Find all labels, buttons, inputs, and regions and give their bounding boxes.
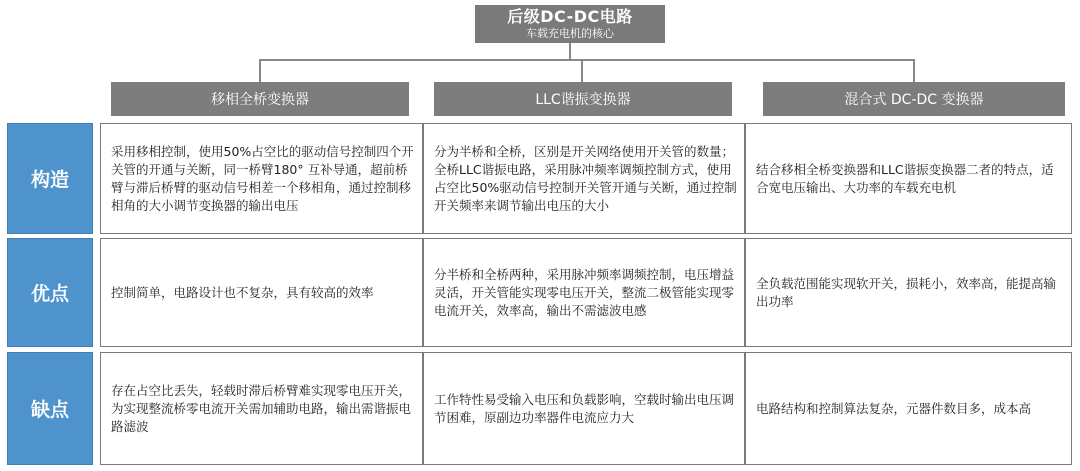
cell-text: 结合移相全桥变换器和LLC谐振变换器二者的特点，适合宽电压输出、大功率的车载充电机 bbox=[756, 161, 1054, 195]
column-header-llc-resonant: LLC谐振变换器 bbox=[434, 82, 732, 116]
cell-advantages-phase-shift bbox=[100, 238, 423, 347]
cell-structure-hybrid bbox=[745, 123, 1072, 234]
cell-text: 采用移相控制，使用50%占空比的驱动信号控制四个开关管的开通与关断，同一桥臂180° 互补导通，超前桥臂与滞后桥臂的驱动信号相差一个移相角，通过控制移相角的大小调节变换器的输出电压 bbox=[111, 143, 414, 213]
row-label-disadvantages: 缺点 bbox=[7, 352, 93, 465]
cell-text: 工作特性易受输入电压和负载影响，空载时输出电压调节困难，原副边功率器件电流应力大 bbox=[434, 391, 735, 425]
column-header-phase-shift-full-bridge: 移相全桥变换器 bbox=[111, 82, 409, 116]
cell-advantages-llc bbox=[423, 238, 745, 347]
cell-disadvantages-hybrid bbox=[745, 352, 1072, 465]
cell-disadvantages-phase-shift bbox=[100, 352, 423, 465]
connector-col-2 bbox=[581, 59, 583, 82]
root-subtitle: 车载充电机的核心 bbox=[526, 27, 614, 40]
root-title: 后级DC-DC电路 bbox=[507, 7, 633, 26]
cell-text: 控制简单，电路设计也不复杂，具有较高的效率 bbox=[111, 284, 374, 300]
connector-col-1 bbox=[259, 59, 261, 82]
connector-horizontal bbox=[259, 59, 915, 61]
column-header-hybrid-dc-dc: 混合式 DC-DC 变换器 bbox=[763, 82, 1065, 116]
cell-text: 分为半桥和全桥，区别是开关网络使用开关管的数量；全桥LLC谐振电路，采用脉冲频率调频控制方式，使用占空比50%驱动信号控制开关管开通与关断，通过控制开关频率来调节输出电压的大小 bbox=[434, 143, 737, 213]
cell-structure-phase-shift bbox=[100, 123, 423, 234]
cell-text: 电路结构和控制算法复杂，元器件数目多，成本高 bbox=[756, 400, 1032, 416]
connector-root-stem bbox=[569, 43, 571, 60]
cell-structure-llc bbox=[423, 123, 745, 234]
row-label-structure: 构造 bbox=[7, 123, 93, 234]
root-node bbox=[475, 5, 665, 43]
cell-text: 存在占空比丢失，轻载时滞后桥臂难实现零电压开关，为实现整流桥零电流开关需加辅助电路，输出需谐振电路滤波 bbox=[111, 382, 412, 434]
connector-col-3 bbox=[913, 59, 915, 82]
cell-text: 全负载范围能实现软开关，损耗小，效率高，能提高输出功率 bbox=[756, 275, 1057, 309]
cell-advantages-hybrid bbox=[745, 238, 1072, 347]
row-label-advantages: 优点 bbox=[7, 238, 93, 347]
cell-disadvantages-llc bbox=[423, 352, 745, 465]
cell-text: 分半桥和全桥两种，采用脉冲频率调频控制，电压增益灵活，开关管能实现零电压开关，整流二极管能实现零电流开关，效率高，输出不需滤波电感 bbox=[434, 266, 735, 318]
